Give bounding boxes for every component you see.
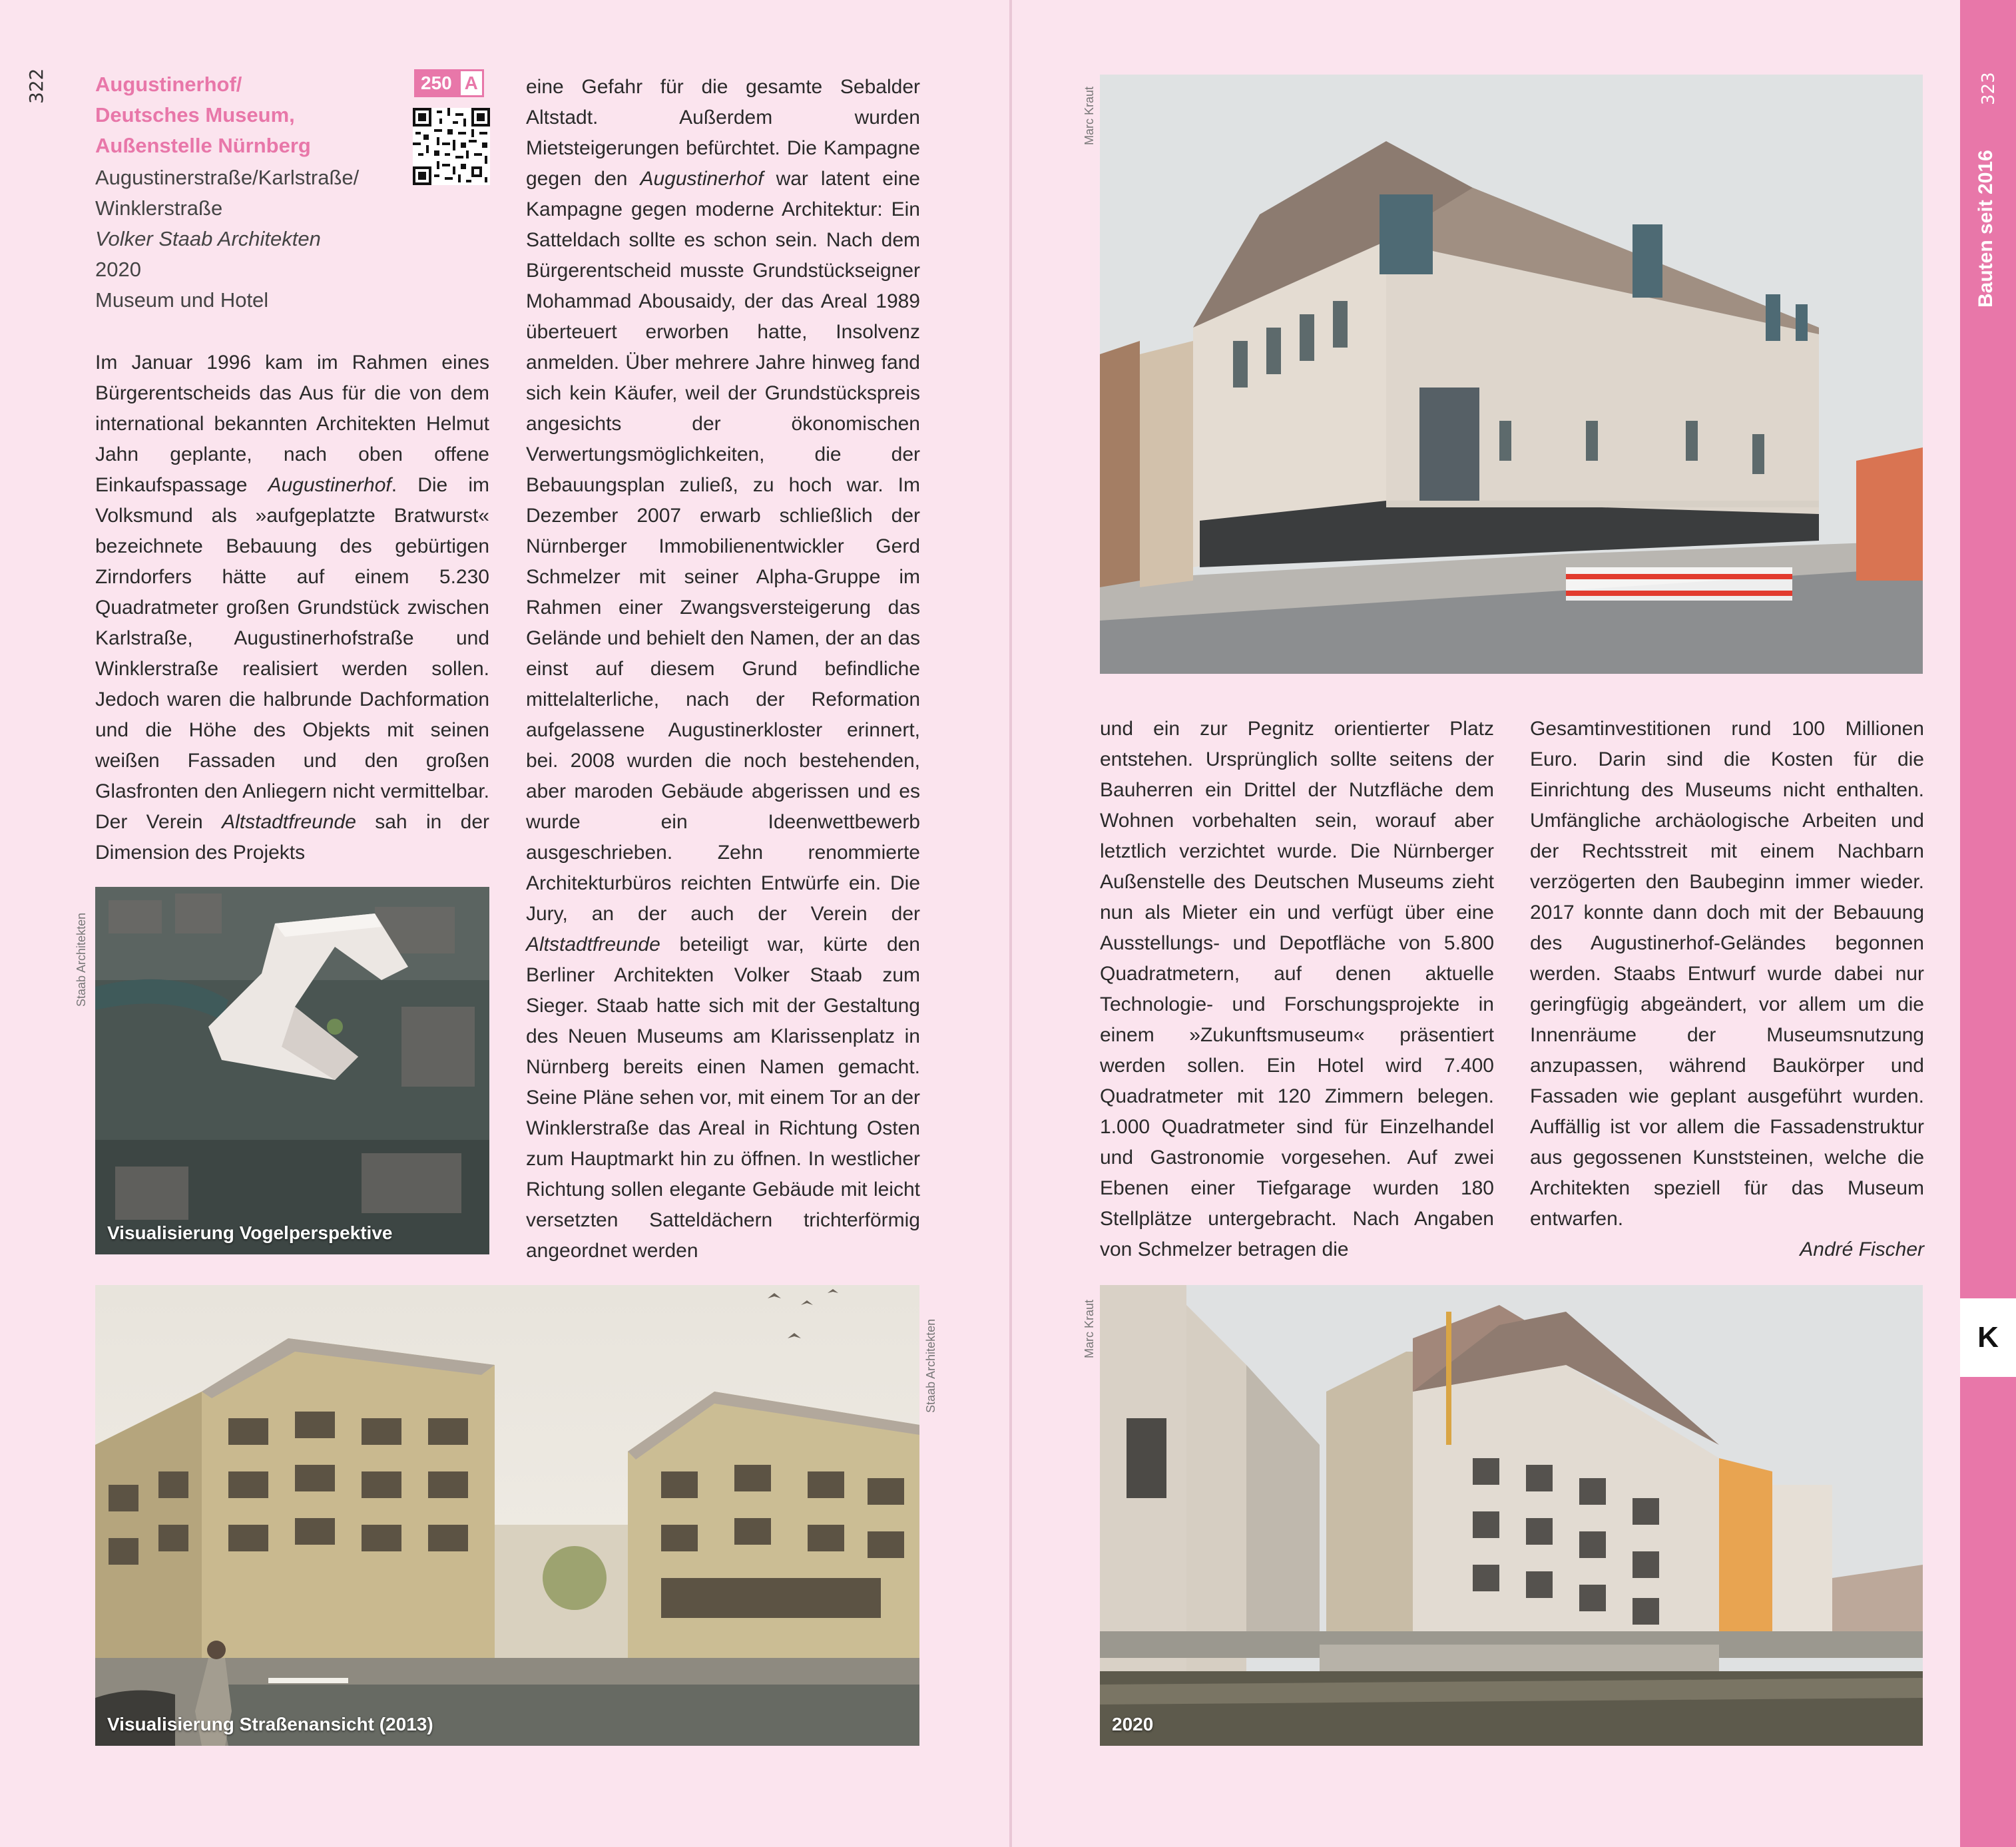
entry-architect: Volker Staab Architekten — [95, 227, 321, 250]
entry-badge — [414, 69, 484, 97]
entry-address-line: Winklerstraße — [95, 196, 223, 220]
entry-title-line: Augustinerhof/ — [95, 73, 242, 96]
text-column-1 — [95, 348, 489, 868]
photo-credit: Staab Architekten — [75, 912, 88, 1007]
body-paragraph: eine Gefahr für die gesamte Sebalder Altstadt. Außerdem wurden Mietsteigerungen befürchtet. Die Kampagne gegen den Augustinerhof war latent eine Kampagne gegen moderne Architektur: Ein Satteldach sollte es schon sein. Nach dem Bürgerentscheid musste Grundstückseigner Mohammad Abousaidy, der das Areal 1989 überteuert erworben hatte, Insolvenz anmelden. Über mehrere Jahre hinweg fand sich kein Käufer, weil der Grundstückspreis angesichts der ökonomischen Verwertungsmöglichkeiten, die der Bebauungsplan zuließ, zu hoch war. Im Dezember 2007 erwarb schließlich der Nürnberger Immobilienentwickler Gerd Schmelzer mit seiner Alpha-Gruppe im Rahmen einer Zwangsversteigerung das Gelände und behielt den Namen, der an das einst auf diesem Grund befindliche mittelalterliche, nach der Reformation aufgelassene Augustinerkloster erinnert, bei. 2008 wurden die noch bestehenden, aber maroden Gebäude abgerissen und es wurde ein Ideenwettbewerb ausgeschrieben. Zehn renommierte Architekturbüros reichten Entwürfe ein. Die Jury, an der auch der Verein der Altstadtfreunde beteiligt war, kürte den Berliner Architekten Volker Staab zum Sieger. Staab hatte sich mit der Gestaltung des Neuen Museums am Klarissenplatz in Nürnberg bereits einen Namen gemacht. Seine Pläne sehen vor, mit einem Tor an der Winklerstraße das Areal in Richtung Osten zum Hauptmarkt hin zu öffnen. In westlicher Richtung sollen elegante Gebäude mit leicht versetzten Satteldächern trichterförmig angeordnet werden — [526, 76, 920, 1262]
entry-letter: A — [459, 69, 484, 97]
entry-title — [95, 69, 401, 161]
aerial-visualisation-image — [95, 887, 489, 1254]
body-paragraph: Im Januar 1996 kam im Rahmen eines Bürgerentscheids das Aus für die von dem international bekannten Architekten Helmut Jahn geplante, nach oben offene Einkaufspassage Augustinerhof. Die im Volksmund als »aufgeplatzte Bratwurst« bezeichnete Bebauung des gebürtigen Zirndorfers hätte auf einem 5.230 Quadratmeter großen Grundstück zwischen Karlstraße, Augustinerhofstraße und Winklerstraße realisiert werden sollen. Jedoch waren die halbrunde Dachformation und die Höhe des Objekts mit seinen weißen Fassaden und den großen Glasfronten den Anliegern nicht vermittelbar. Der Verein Altstadtfreunde sah in der Dimension des Projekts — [95, 352, 489, 864]
building-photo-bottom — [1100, 1285, 1923, 1746]
image-caption: Visualisierung Straßenansicht (2013) — [107, 1714, 433, 1734]
entry-use: Museum und Hotel — [95, 288, 269, 312]
image-caption: Visualisierung Vogelperspektive — [107, 1222, 393, 1243]
section-tab-label: Bauten seit 2016 — [1975, 150, 1997, 308]
photo-credit: Marc Kraut — [1083, 1299, 1096, 1358]
text-column-3 — [1100, 714, 1494, 1265]
entry-number: 250 — [414, 69, 459, 97]
page-number-left: 322 — [25, 68, 47, 104]
entry-title-line: Deutsches Museum, — [95, 103, 295, 127]
body-paragraph: Gesamtinvestitionen rund 100 Millionen Euro. Darin sind die Kosten für die Einrichtung des Museums nicht enthalten. Umfängliche archäologische Arbeiten und der Rechtsstreit mit einem Nachbarn verzögerten den Baubeginn immer wieder. 2017 konnte dann doch mit der Bebauung des Augustinerhof-Geländes begonnen werden. Staabs Entwurf wurde dabei nur geringfügig abgeändert, vor allem um die Innenräume der Museumsnutzung anzupassen, während Baukörper und Fassaden wie geplant ausgeführt wurden. Auffällig ist vor allem die Fassadenstruktur aus gegossenen Kunststeinen, welche die Architekten speziell für das Museum entwarfen. — [1530, 718, 1924, 1230]
image-caption: 2020 — [1112, 1714, 1154, 1734]
text-column-2 — [526, 72, 920, 1266]
photo-credit: Marc Kraut — [1083, 86, 1096, 145]
author-signature: André Fischer — [1800, 1238, 1924, 1260]
qr-code[interactable] — [413, 108, 490, 185]
text-column-4 — [1530, 714, 1924, 1265]
entry-title-line: Außenstelle Nürnberg — [95, 134, 311, 157]
entry-address-line: Augustinerstraße/Karlstraße/ — [95, 166, 360, 189]
page-number-right: 323 — [1979, 72, 1999, 105]
entry-meta — [95, 162, 415, 316]
body-paragraph: und ein zur Pegnitz orientierter Platz entstehen. Ursprünglich sollte seitens der Bauherren ein Drittel der Nutzfläche dem Wohnen vorbehalten sein, worauf aber letztlich verzichtet wurde. Die Nürnberger Außenstelle des Deutschen Museums zieht nun als Mieter ein und verfügt über eine Ausstellungs- und Depotfläche von 5.800 Quadratmetern, auf denen aktuelle Technologie- und Forschungsprojekte in einem »Zukunftsmuseum« präsentiert werden sollen. Ein Hotel wird 7.400 Quadratmeter mit 120 Zimmern belegen. 1.000 Quadratmeter sind für Einzelhandel und Gastronomie vorgesehen. Auf zwei Ebenen einer Tiefgarage wurden 180 Stellplätze untergebracht. Nach Angaben von Schmelzer betragen die — [1100, 718, 1494, 1260]
photo-credit: Staab Architekten — [924, 1318, 937, 1413]
section-index-letter[interactable]: K — [1960, 1298, 2016, 1377]
street-visualisation-image — [95, 1285, 919, 1746]
building-photo-top — [1100, 75, 1923, 674]
entry-year: 2020 — [95, 258, 141, 281]
